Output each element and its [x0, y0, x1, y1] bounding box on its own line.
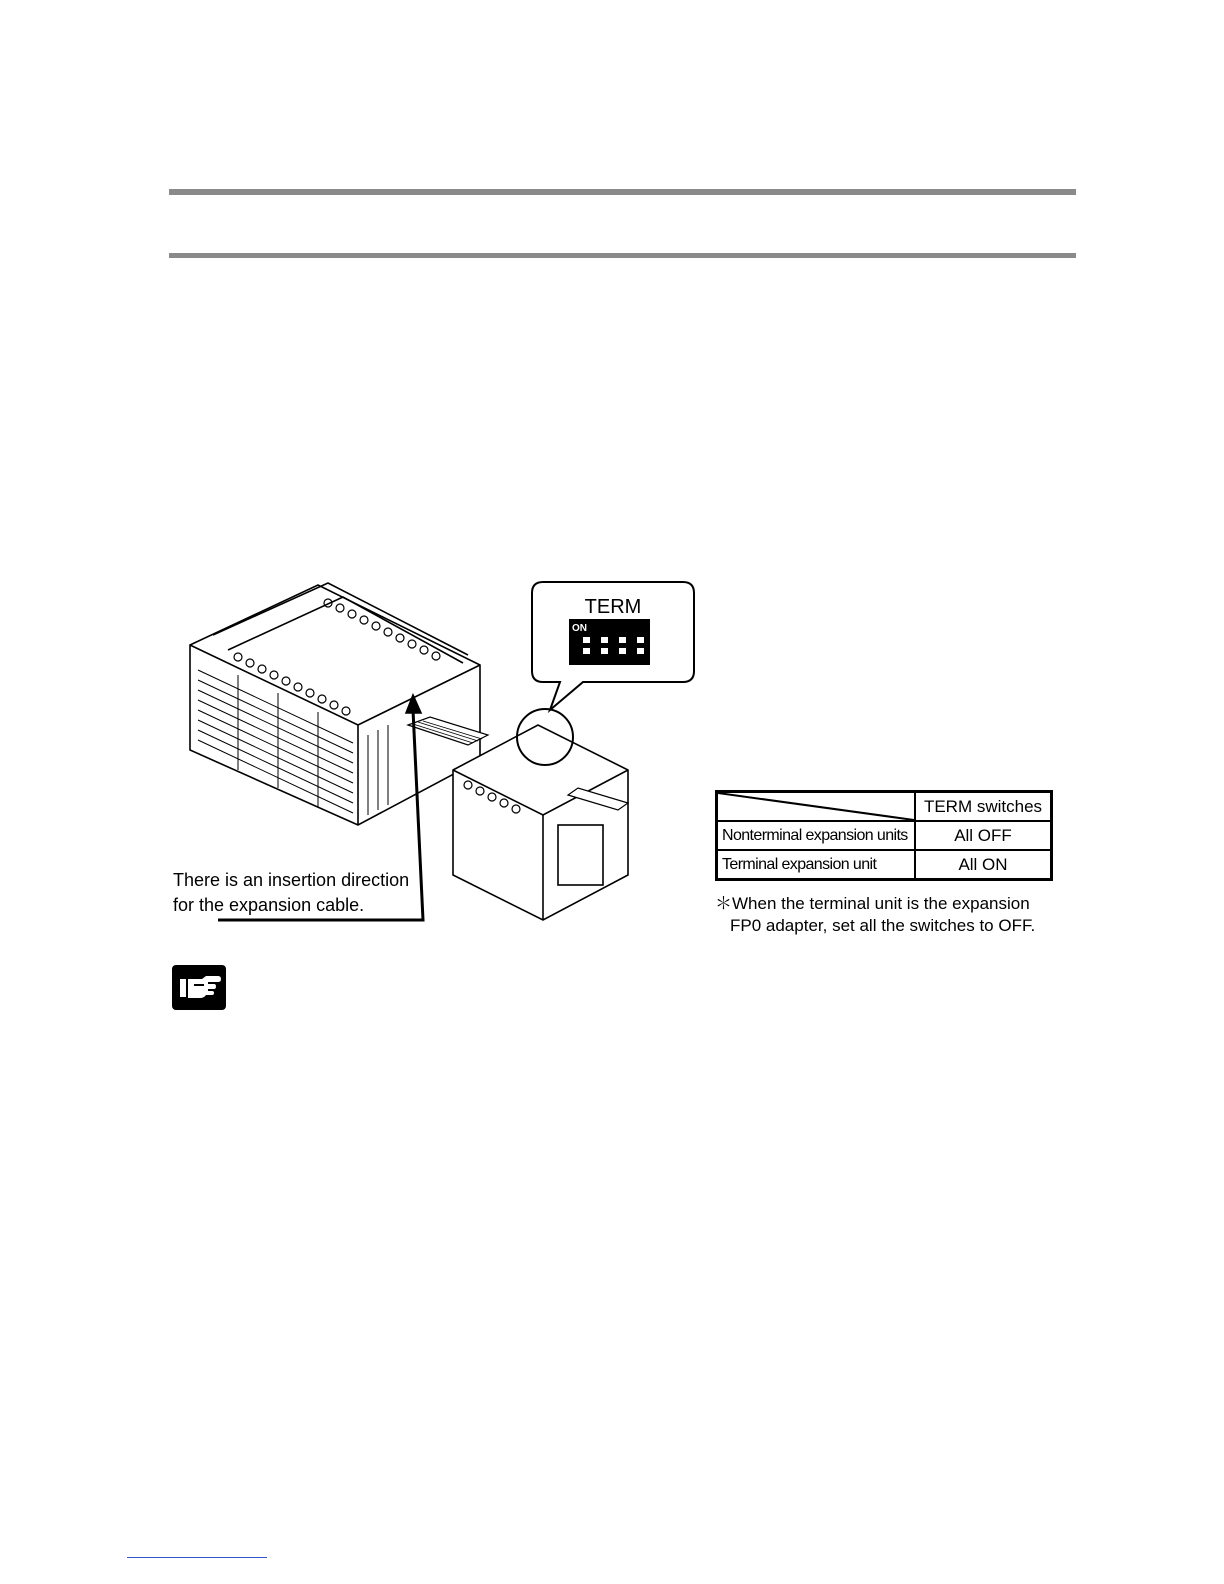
row-value: All OFF — [915, 821, 1052, 850]
term-switch-table — [715, 790, 1053, 881]
table-corner-cell — [717, 792, 916, 822]
row-label: Terminal expansion unit — [717, 850, 916, 880]
header-rule-bottom — [169, 253, 1076, 258]
pointing-hand-icon — [172, 965, 226, 1010]
callout-line-1: There is an insertion direction — [173, 870, 410, 890]
callout-line-2: for the expansion cable. — [173, 895, 365, 915]
diagonal-line — [718, 793, 914, 820]
row-label: Nonterminal expansion units — [717, 821, 916, 850]
note-line-1: ＊When the terminal unit is the expansion — [715, 894, 1030, 913]
table-header-row — [717, 792, 1052, 822]
footer-link-underline — [127, 1557, 267, 1558]
note-line-2: FP0 adapter, set all the switches to OFF. — [730, 916, 1036, 935]
on-label: ON — [572, 623, 587, 634]
table-header-term-switches: TERM switches — [915, 792, 1052, 822]
insertion-direction-callout — [173, 868, 409, 918]
term-label: TERM — [584, 596, 642, 618]
header-rule-top — [169, 189, 1076, 195]
row-value: All ON — [915, 850, 1052, 880]
terminal-note — [715, 893, 1035, 937]
table-row — [717, 821, 1052, 850]
table-row — [717, 850, 1052, 880]
